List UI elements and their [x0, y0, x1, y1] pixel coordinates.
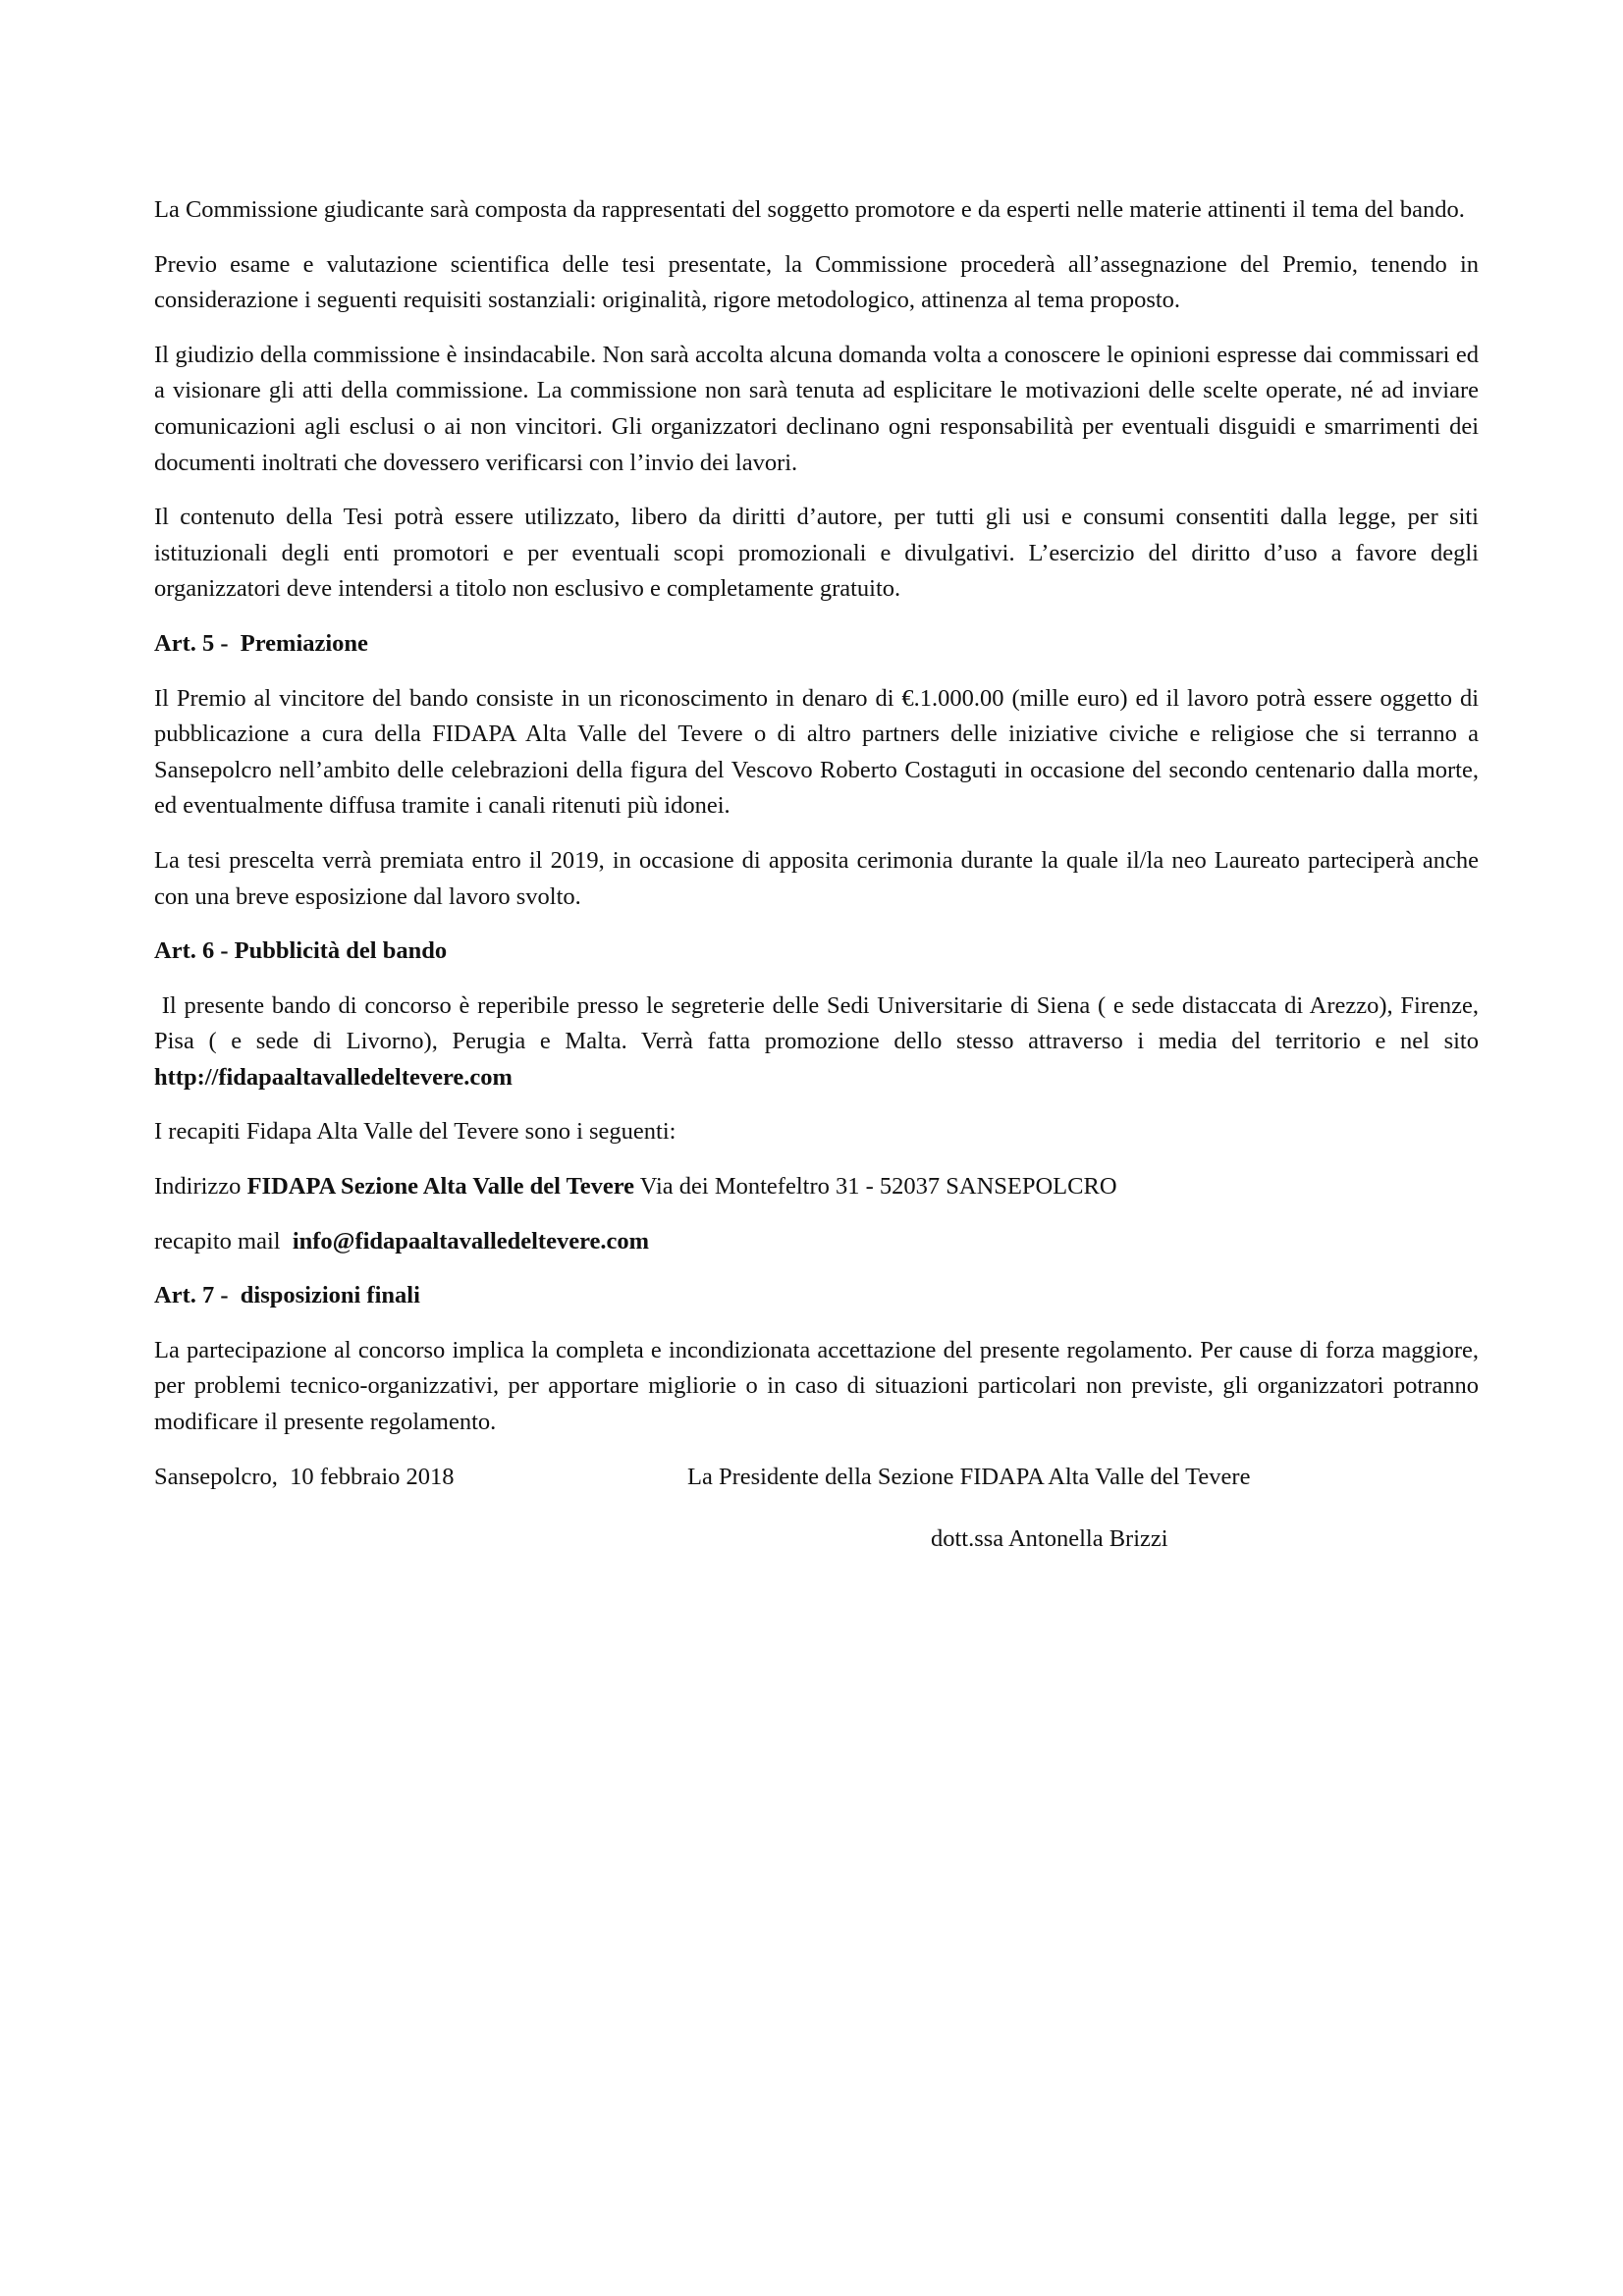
thesis-usage-rights-paragraph: Il contenuto della Tesi potrà essere utilizzato, libero da diritti d’autore, per tutti gli usi e consumi consentiti dalla legge, per siti istituzionali degli enti promotori e per eventuali scopi promozionali e divulgativi. L’esercizio del diritto d’uso a favore degli organizzatori deve intendersi a titolo non esclusivo e completamente gratuito.: [154, 504, 1479, 603]
publicity-text: Il presente bando di concorso è reperibile presso le segreterie delle Sedi Universitarie di Siena ( e sede distaccata di Arezzo), Firenze, Pisa ( e sede di Livorno), Perugia e Malta. Verrà fatta promozione dello stesso attraverso i media del territorio e nel sito: [154, 991, 1479, 1055]
document-body: [154, 192, 1479, 1558]
art5-heading: Art. 5 - Premiazione: [154, 629, 368, 657]
contacts-intro-paragraph: I recapiti Fidapa Alta Valle del Tevere sono i seguenti:: [154, 1118, 676, 1146]
place-and-date: Sansepolcro, 10 febbraio 2018: [154, 1463, 455, 1490]
final-provisions-paragraph: La partecipazione al concorso implica la completa e incondizionata accettazione del presente regolamento. Per cause di forza maggiore, per problemi tecnico-organizzativi, per apportare migliorie o in caso di situazioni particolari non previste, gli organizzatori potranno modificare il presente regolamento.: [154, 1336, 1479, 1436]
award-ceremony-paragraph: La tesi prescelta verrà premiata entro il 2019, in occasione di apposita cerimonia durante la quale il/la neo Laureato parteciperà anche con una breve esposizione dal lavoro svolto.: [154, 846, 1479, 910]
address-label: Indirizzo: [154, 1173, 247, 1201]
address-line: [154, 1169, 1479, 1205]
signatory-role: La Presidente della Sezione FIDAPA Alta Valle del Tevere: [687, 1463, 1251, 1490]
signatory-name: dott.ssa Antonella Brizzi: [931, 1525, 1168, 1553]
publicity-paragraph: [154, 988, 1479, 1096]
evaluation-criteria-paragraph: Previo esame e valutazione scientifica delle tesi presentate, la Commissione procederà all’assegnazione del Premio, tenendo in considerazione i seguenti requisiti sostanziali: originalità, rigore metodologico, attinenza al tema proposto.: [154, 250, 1479, 314]
signature-row: [154, 1460, 1479, 1496]
address-street: Via dei Montefeltro 31 - 52037 SANSEPOLCRO: [634, 1173, 1117, 1201]
address-organization: FIDAPA Sezione Alta Valle del Tevere: [246, 1173, 635, 1201]
prize-description-paragraph: Il Premio al vincitore del bando consiste in un riconoscimento in denaro di €.1.000.00 (mille euro) ed il lavoro potrà essere oggetto di pubblicazione a cura della FIDAPA Alta Valle del Tevere o di altro partners delle iniziative civiche e religiose che si terranno a Sansepolcro nell’ambito delle celebrazioni della figura del Vescovo Roberto Costaguti in occasione del secondo centenario dalla morte, ed eventualmente diffusa tramite i canali ritenuti più idonei.: [154, 684, 1479, 820]
commission-composition-paragraph: La Commissione giudicante sarà composta da rappresentati del soggetto promotore e da esperti nelle materie attinenti il tema del bando.: [154, 196, 1465, 223]
commission-judgement-paragraph: Il giudizio della commissione è insindacabile. Non sarà accolta alcuna domanda volta a conoscere le opinioni espresse dai commissari ed a visionare gli atti della commissione. La commissione non sarà tenuta ad esplicitare le motivazioni delle scelte operate, né ad inviare comunicazioni agli esclusi o ai non vincitori. Gli organizzatori declinano ogni responsabilità per eventuali disguidi e smarrimenti dei documenti inoltrati che dovessero verificarsi con l’invio dei lavori.: [154, 341, 1479, 476]
email-label: recapito mail: [154, 1227, 293, 1255]
website-link[interactable]: http://fidapaaltavalledeltevere.com: [154, 1063, 513, 1091]
art6-heading: Art. 6 - Pubblicità del bando: [154, 937, 448, 965]
art7-heading: Art. 7 - disposizioni finali: [154, 1282, 420, 1309]
email-address[interactable]: info@fidapaaltavalledeltevere.com: [292, 1227, 650, 1255]
email-line: [154, 1224, 1479, 1260]
